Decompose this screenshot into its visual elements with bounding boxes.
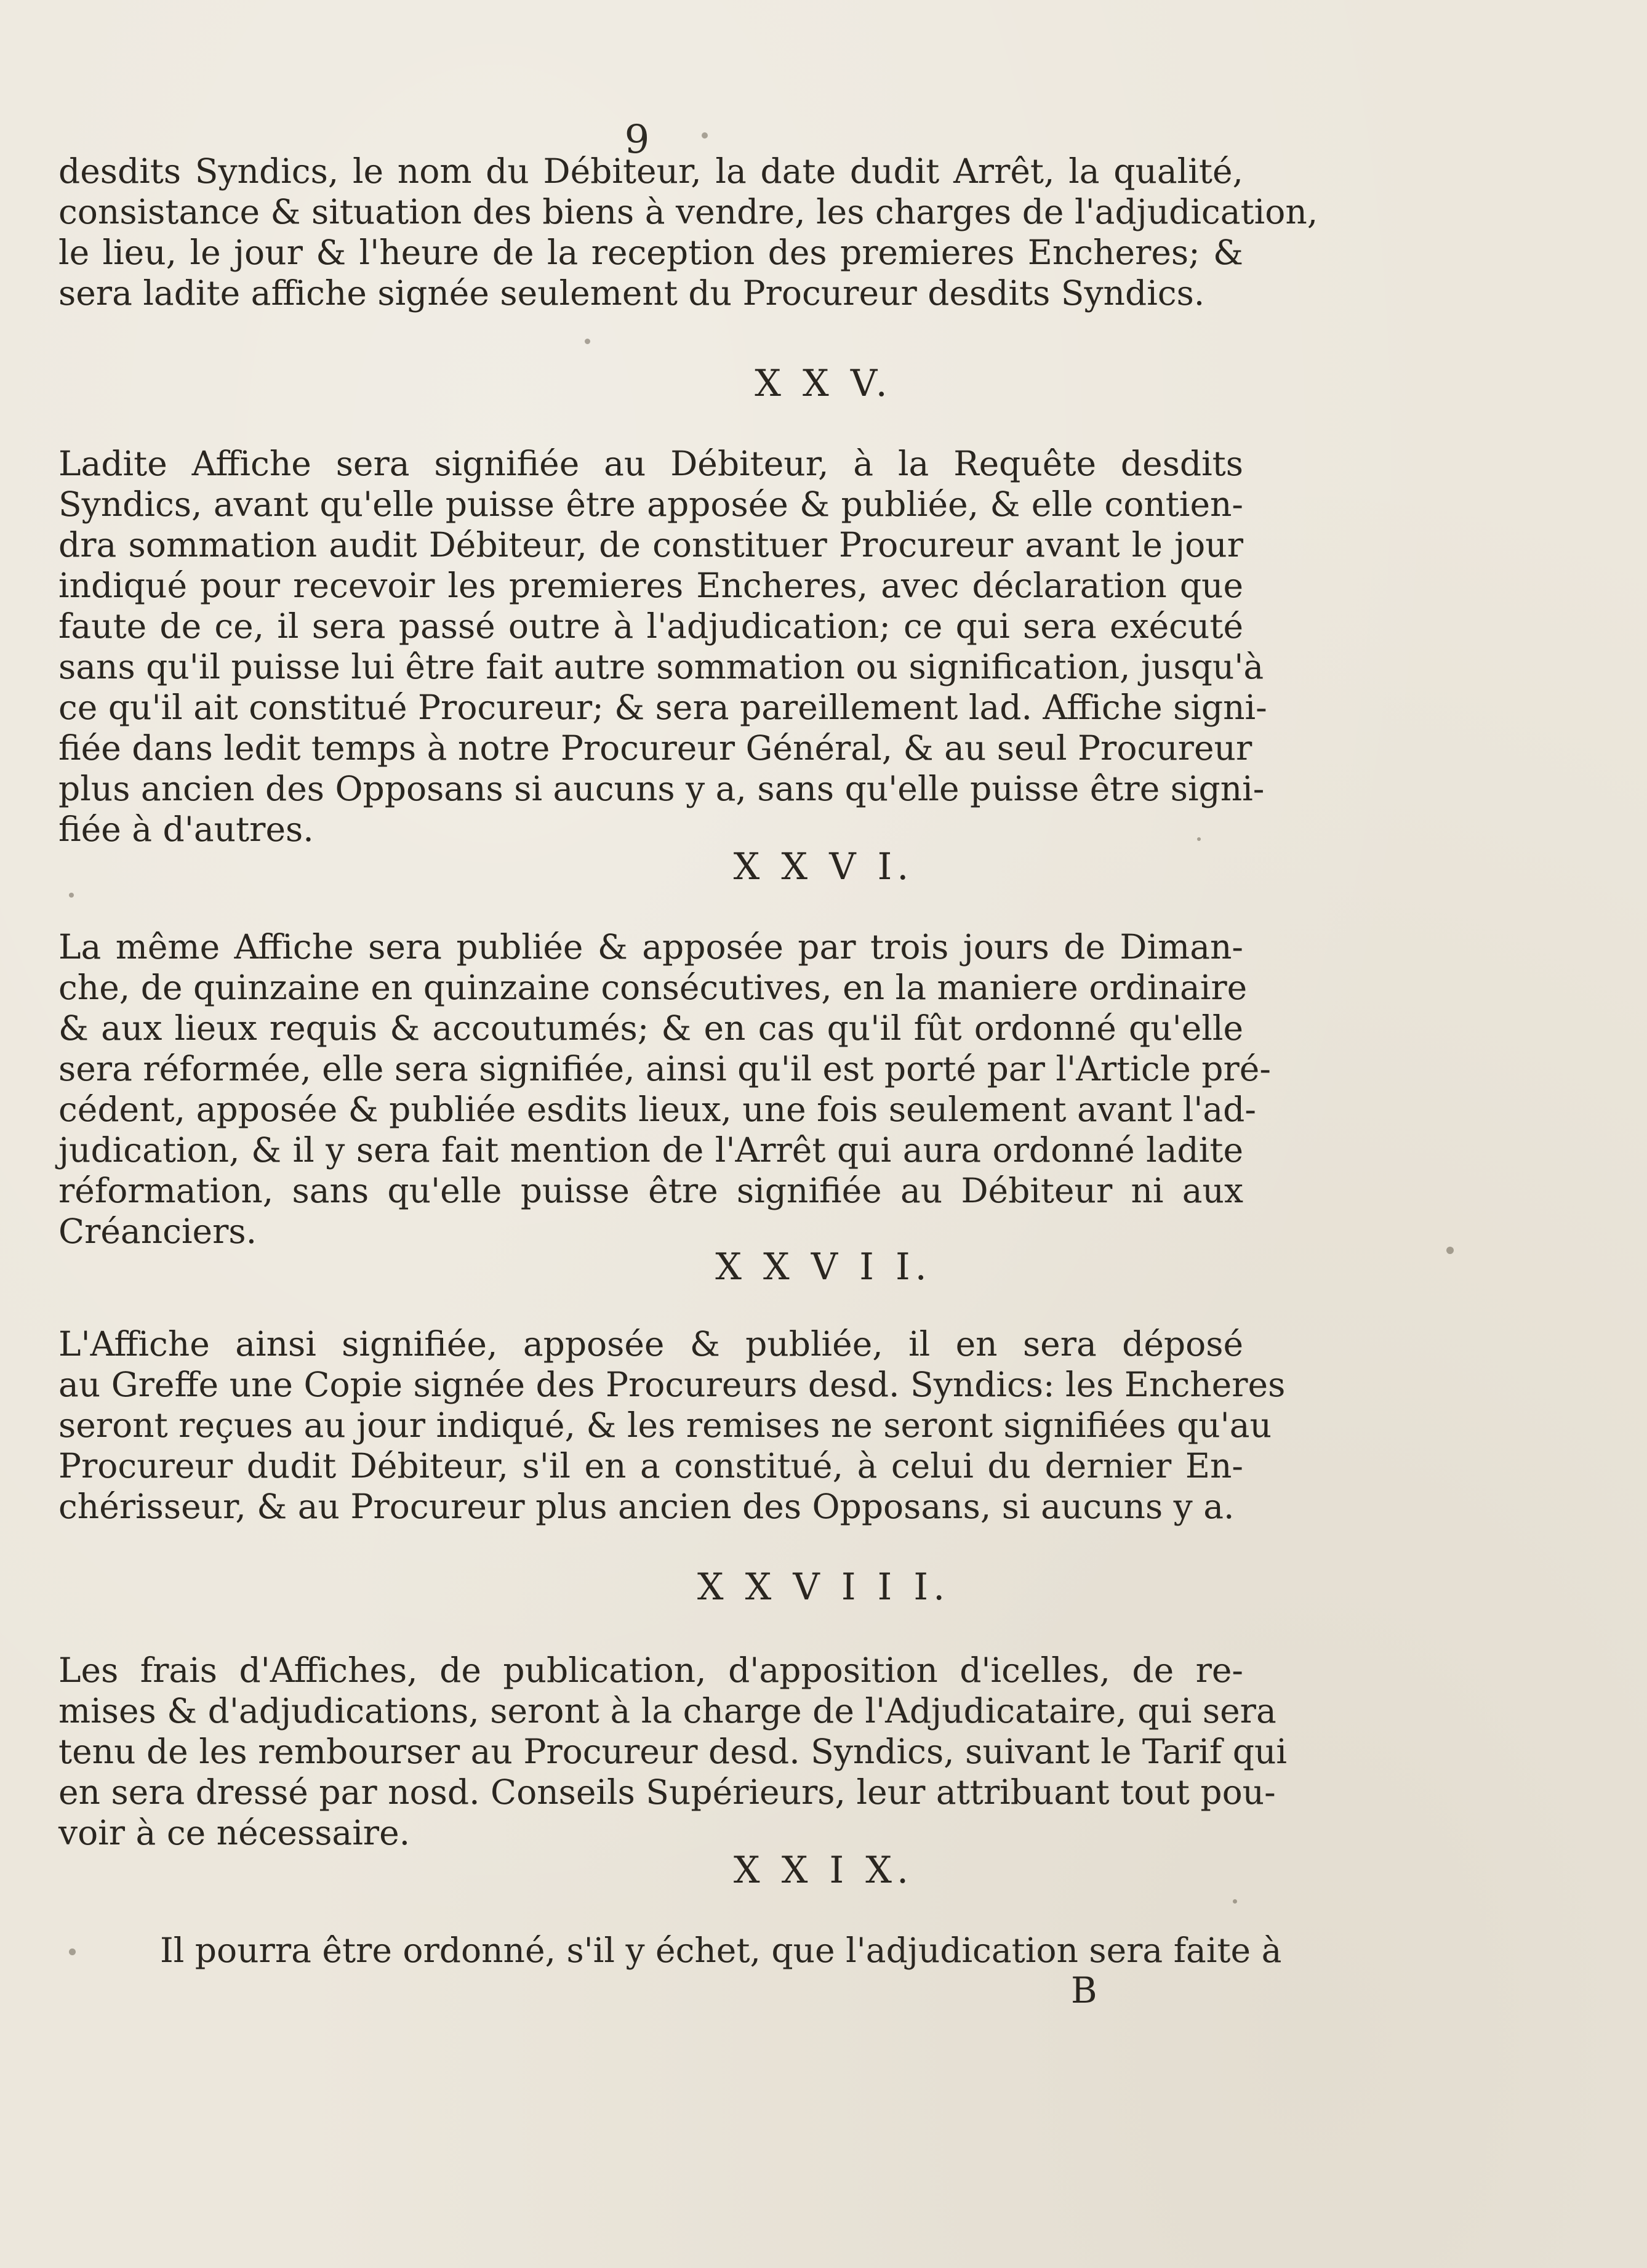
text-line: indiqué pour recevoir les premieres Encheres, avec déclaration que [58, 566, 1243, 605]
article-heading-xxviii: X X V I I I. [697, 1566, 950, 1609]
text-line: fiée à d'autres. [58, 810, 314, 849]
text-block-continuation [58, 151, 1318, 313]
page-number: 9 [624, 117, 650, 163]
text-line: Syndics, avant qu'elle puisse être apposée & publiée, & elle contien- [58, 485, 1243, 524]
text-line: dra sommation audit Débiteur, de constituer Procureur avant le jour [58, 525, 1243, 565]
text-line: sans qu'il puisse lui être fait autre sommation ou signification, jusqu'à [58, 647, 1264, 686]
paper-speck [585, 339, 590, 344]
signature-mark: B [1071, 1969, 1097, 2011]
paper-speck [69, 1948, 76, 1955]
text-line: Les frais d'Affiches, de publication, d'apposition d'icelles, de re- [58, 1651, 1243, 1690]
paper-speck [1233, 1899, 1237, 1904]
text-line: voir à ce nécessaire. [58, 1813, 411, 1852]
text-line: desdits Syndics, le nom du Débiteur, la date dudit Arrêt, la qualité, [58, 151, 1243, 191]
text-line: seront reçues au jour indiqué, & les remises ne seront signifiées qu'au [58, 1405, 1272, 1445]
text-line: ce qu'il ait constitué Procureur; & sera pareillement lad. Affiche signi- [58, 688, 1267, 727]
article-xxv-body [58, 443, 1267, 850]
article-xxvi-body [58, 927, 1271, 1252]
text-line: fiée dans ledit temps à notre Procureur Général, & au seul Procureur [58, 728, 1252, 768]
paper-speck [702, 132, 708, 139]
text-line: au Greffe une Copie signée des Procureurs desd. Syndics: les Encheres [58, 1365, 1286, 1404]
text-line: Créanciers. [58, 1212, 257, 1251]
text-line: réformation, sans qu'elle puisse être signifiée au Débiteur ni aux [58, 1171, 1243, 1210]
text-line: en sera dressé par nosd. Conseils Supérieurs, leur attribuant tout pou- [58, 1772, 1276, 1812]
text-line: che, de quinzaine en quinzaine consécutives, en la maniere ordinaire [58, 968, 1248, 1007]
text-line: sera ladite affiche signée seulement du Procureur desdits Syndics. [58, 273, 1205, 313]
text-line: & aux lieux requis & accoutumés; & en cas qu'il fût ordonné qu'elle [58, 1008, 1243, 1048]
text-line: Procureur dudit Débiteur, s'il en a constitué, à celui du dernier En- [58, 1446, 1243, 1486]
text-line: judication, & il y sera fait mention de l'Arrêt qui aura ordonné ladite [58, 1130, 1243, 1170]
article-heading-xxvii: X X V I I. [715, 1245, 932, 1289]
text-line: plus ancien des Opposans si aucuns y a, sans qu'elle puisse être signi- [58, 769, 1265, 808]
text-line: Il pourra être ordonné, s'il y échet, que l'adjudication sera faite à [160, 1931, 1282, 1970]
article-heading-xxix: X X I X. [733, 1849, 914, 1892]
paper-speck [1446, 1247, 1454, 1254]
text-line: La même Affiche sera publiée & apposée par trois jours de Diman- [58, 927, 1243, 967]
text-line: mises & d'adjudications, seront à la charge de l'Adjudicataire, qui sera [58, 1691, 1276, 1731]
article-xxix-body [160, 1930, 1280, 1971]
text-line: sera réformée, elle sera signifiée, ainsi qu'il est porté par l'Article pré- [58, 1049, 1271, 1088]
paper-speck [69, 893, 74, 898]
article-heading-xxvi: X X V I. [733, 845, 914, 888]
text-line: chérisseur, & au Procureur plus ancien des Opposans, si aucuns y a. [58, 1487, 1235, 1526]
article-xxvii-body [58, 1324, 1286, 1527]
text-line: le lieu, le jour & l'heure de la reception des premieres Encheres; & [58, 233, 1243, 272]
article-xxviii-body [58, 1650, 1288, 1853]
text-line: L'Affiche ainsi signifiée, apposée & publiée, il en sera déposé [58, 1324, 1243, 1364]
text-line: tenu de les rembourser au Procureur desd. Syndics, suivant le Tarif qui [58, 1732, 1288, 1771]
paper-speck [1197, 837, 1201, 841]
article-heading-xxv: X X V. [755, 362, 892, 405]
text-line: faute de ce, il sera passé outre à l'adjudication; ce qui sera exécuté [58, 606, 1243, 646]
text-line: Ladite Affiche sera signifiée au Débiteur, à la Requête desdits [58, 444, 1243, 483]
text-line: consistance & situation des biens à vendre, les charges de l'adjudication, [58, 192, 1318, 231]
text-line: cédent, apposée & publiée esdits lieux, une fois seulement avant l'ad- [58, 1090, 1256, 1129]
